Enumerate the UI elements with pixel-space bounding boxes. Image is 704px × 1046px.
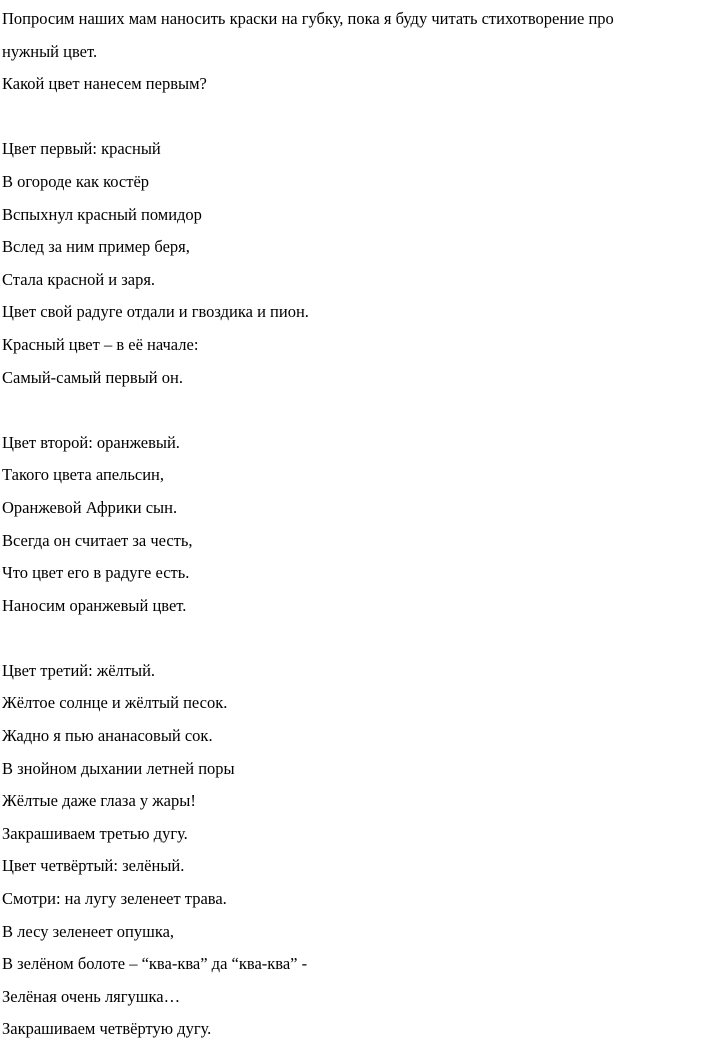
yellow-stanza-line-5: Жёлтые даже глаза у жары!	[2, 791, 196, 811]
yellow-stanza-line-1: Цвет третий: жёлтый.	[2, 660, 156, 680]
orange-stanza-line-2: Такого цвета апельсин,	[2, 465, 164, 485]
yellow-stanza-line-6: Закрашиваем третью дугу.	[2, 823, 188, 843]
green-stanza-line-6: Закрашиваем четвёртую дугу.	[2, 1019, 212, 1039]
orange-stanza-line-3: Оранжевой Африки сын.	[2, 497, 178, 517]
green-stanza-line-2: Смотри: на лугу зеленеет трава.	[2, 889, 227, 909]
green-stanza-line-3: В лесу зеленеет опушка,	[2, 921, 175, 941]
green-stanza-line-5: Зелёная очень лягушка…	[2, 986, 181, 1006]
orange-stanza-line-1: Цвет второй: оранжевый.	[2, 432, 180, 452]
blank-line	[2, 101, 704, 134]
red-stanza-line-2: В огороде как костёр	[2, 171, 150, 191]
orange-stanza-line-6: Наносим оранжевый цвет.	[2, 595, 187, 615]
blank-line	[2, 394, 704, 427]
yellow-stanza-line-4: В знойном дыхании летней поры	[2, 758, 235, 778]
yellow-stanza-line-2: Жёлтое солнце и жёлтый песок.	[2, 693, 228, 713]
red-stanza-line-1: Цвет первый: красный	[2, 139, 161, 159]
intro-line-1: Попросим наших мам наносить краски на губку, пока я буду читать стихотворение про	[2, 9, 614, 28]
intro-line-3: Какой цвет нанесем первым?	[2, 74, 207, 94]
green-stanza-line-4: В зелёном болоте – “ква-ква” да “ква-ква” -	[2, 954, 308, 974]
red-stanza-line-6: Цвет свой радуге отдали и гвоздика и пион.	[2, 302, 309, 322]
red-stanza-line-7: Красный цвет – в её начале:	[2, 334, 199, 354]
red-stanza-line-5: Стала красной и заря.	[2, 269, 156, 289]
blank-line	[2, 622, 704, 655]
orange-stanza-line-5: Что цвет его в радуге есть.	[2, 563, 190, 583]
intro-line-2: нужный цвет.	[2, 41, 98, 61]
red-stanza-line-3: Вспыхнул красный помидор	[2, 204, 202, 224]
orange-stanza-line-4: Всегда он считает за честь,	[2, 530, 193, 550]
green-stanza-line-1: Цвет четвёртый: зелёный.	[2, 856, 185, 876]
red-stanza-line-4: Вслед за ним пример беря,	[2, 237, 190, 257]
red-stanza-line-8: Самый-самый первый он.	[2, 367, 183, 387]
yellow-stanza-line-3: Жадно я пью ананасовый сок.	[2, 726, 213, 746]
